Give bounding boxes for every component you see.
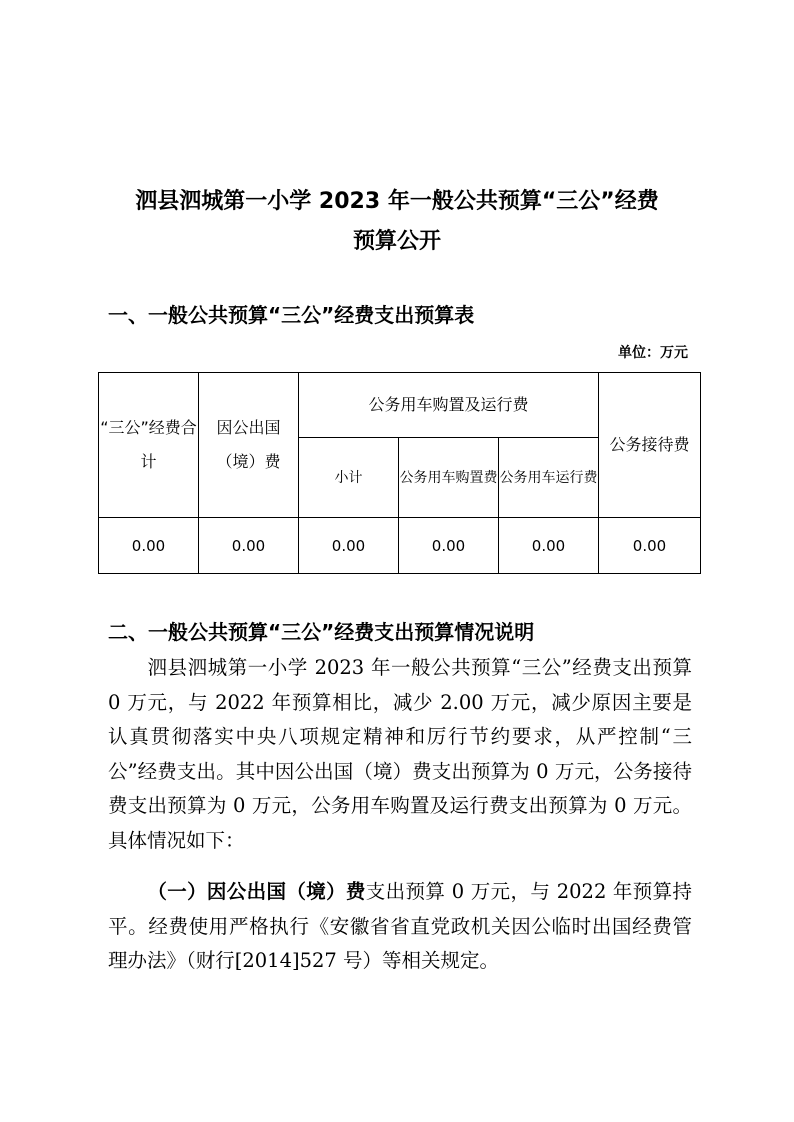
unit-label: 单位：万元: [618, 345, 688, 361]
section-1-heading: 一、一般公共预算“三公”经费支出预算表: [108, 303, 475, 327]
paragraph-2-lead: （一）因公出国（境）费: [147, 880, 366, 903]
header-vehicle-group-cell: [299, 373, 599, 438]
value-abroad: 0.00: [199, 518, 299, 574]
header-vehicle-operation-cell: [499, 438, 599, 518]
document-title-line-2: 预算公开: [352, 229, 441, 254]
table-row: [99, 518, 701, 574]
value-subtotal: 0.00: [299, 518, 399, 574]
value-vehicle-purchase: 0.00: [399, 518, 499, 574]
header-vehicle-purchase: 公务用车购置费: [399, 469, 498, 486]
header-reception: 公务接待费: [609, 435, 690, 454]
budget-table: [98, 372, 701, 574]
header-vehicle-group: 公务用车购置及运行费: [368, 395, 529, 414]
paragraph-2-body: 支出预算 0 万元，与 2022 年预算持平。经费使用严格执行《安徽省省直党政机关因公临时出国经费管理办法》（财行[2014]527 号）等相关规定。: [108, 880, 692, 972]
section-2-heading: 二、一般公共预算“三公”经费支出预算情况说明: [108, 620, 535, 644]
header-subtotal-cell: [299, 438, 399, 518]
value-total: 0.00: [99, 518, 199, 574]
paragraph-1-text: 泗县泗城第一小学 2023 年一般公共预算“三公”经费支出预算 0 万元，与 2022 年预算相比，减少 2.00 万元，减少原因主要是认真贯彻落实中央八项规定精神和厉行节约要求，从严控制“三公”经费支出。其中因公出国（境）费支出预算为 0 万元，公务接待费支出预算为 0 万元，公务用车购置及运行费支出预算为 0 万元。具体情况如下：: [108, 656, 692, 852]
paragraph-2: [108, 875, 692, 979]
value-reception: 0.00: [599, 518, 701, 574]
header-abroad: 因公出国（境）费: [216, 418, 281, 471]
value-vehicle-operation: 0.00: [499, 518, 599, 574]
header-subtotal: 小计: [334, 469, 363, 486]
paragraph-1: [108, 651, 692, 858]
header-total: “三公”经费合计: [100, 418, 197, 471]
header-vehicle-purchase-cell: [399, 438, 499, 518]
header-vehicle-operation: 公务用车运行费: [499, 469, 598, 486]
header-reception-cell: [599, 373, 701, 518]
header-total-cell: [99, 373, 199, 518]
document-title-line-1: 泗县泗城第一小学 2023 年一般公共预算“三公”经费: [135, 189, 659, 214]
header-abroad-cell: [199, 373, 299, 518]
